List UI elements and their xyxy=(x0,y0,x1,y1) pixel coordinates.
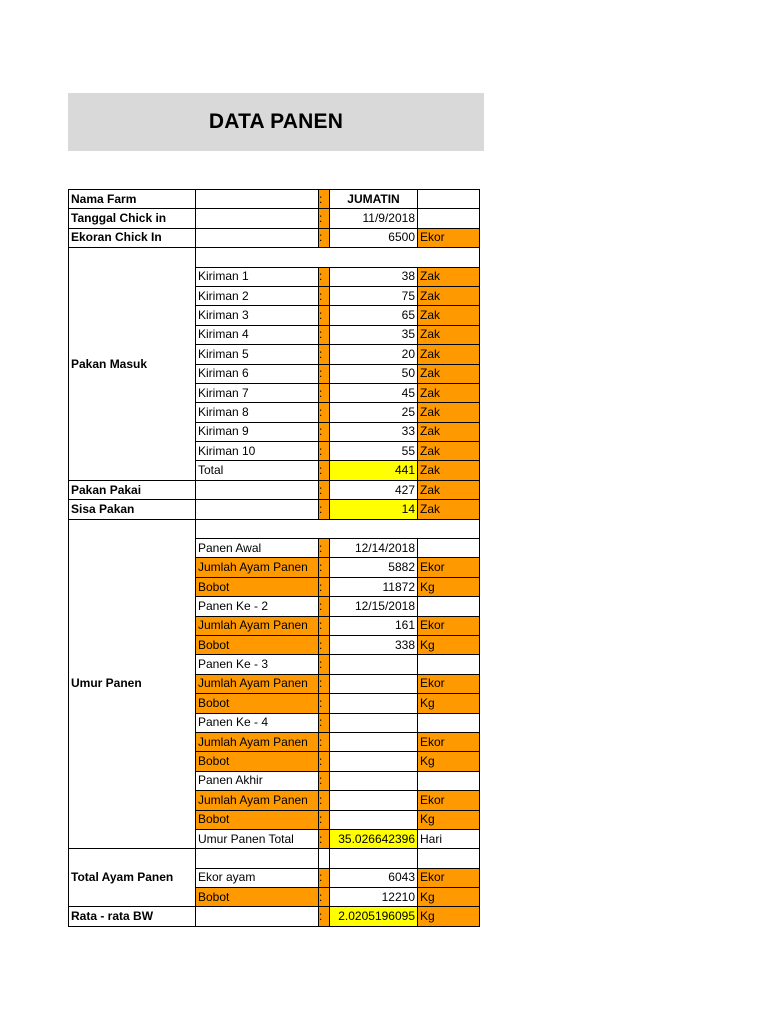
bobot-unit[interactable]: Kg xyxy=(418,694,480,713)
colon-cell[interactable]: : xyxy=(319,306,330,325)
tanggal-label[interactable]: Tanggal Chick in xyxy=(69,209,196,228)
cell-empty[interactable] xyxy=(196,190,319,209)
kiriman-value[interactable]: 65 xyxy=(330,306,418,325)
total-bobot-value[interactable]: 12210 xyxy=(330,888,418,907)
pakan-masuk-label[interactable]: Pakan Masuk xyxy=(69,248,196,481)
colon-cell[interactable]: : xyxy=(319,480,330,499)
jumlah-label[interactable]: Jumlah Ayam Panen xyxy=(196,616,319,635)
cell-empty[interactable] xyxy=(418,597,480,616)
colon-cell[interactable]: : xyxy=(319,635,330,654)
kiriman-unit[interactable]: Zak xyxy=(418,306,480,325)
kiriman-label[interactable]: Kiriman 4 xyxy=(196,325,319,344)
ekor-ayam-value[interactable]: 6043 xyxy=(330,868,418,887)
colon-cell[interactable]: : xyxy=(319,286,330,305)
umur-total-value[interactable]: 35.026642396 xyxy=(330,829,418,848)
jumlah-label[interactable]: Jumlah Ayam Panen xyxy=(196,558,319,577)
total-bobot-unit[interactable]: Kg xyxy=(418,888,480,907)
bobot-label[interactable]: Bobot xyxy=(196,635,319,654)
tanggal-value[interactable]: 11/9/2018 xyxy=(330,209,418,228)
colon-cell[interactable]: : xyxy=(319,190,330,209)
table-row-spacer xyxy=(69,248,480,267)
pakan-total-label[interactable]: Total xyxy=(196,461,319,480)
panen-name[interactable]: Panen Awal xyxy=(196,539,319,558)
bobot-unit[interactable]: Kg xyxy=(418,810,480,829)
colon-cell[interactable]: : xyxy=(319,674,330,693)
umur-total-label[interactable]: Umur Panen Total xyxy=(196,829,319,848)
jumlah-value[interactable]: 161 xyxy=(330,616,418,635)
colon-cell[interactable]: : xyxy=(319,422,330,441)
panen-date[interactable] xyxy=(330,771,418,790)
kiriman-value[interactable]: 20 xyxy=(330,345,418,364)
rata-bw-value[interactable]: 2.0205196095 xyxy=(330,907,418,926)
cell-empty[interactable] xyxy=(196,480,319,499)
colon-cell[interactable]: : xyxy=(319,771,330,790)
pakan-pakai-label[interactable]: Pakan Pakai xyxy=(69,480,196,499)
bobot-value[interactable]: 338 xyxy=(330,635,418,654)
jumlah-unit[interactable]: Ekor xyxy=(418,674,480,693)
ekor-ayam-label[interactable]: Ekor ayam xyxy=(196,868,319,887)
colon-cell[interactable]: : xyxy=(319,694,330,713)
kiriman-label[interactable]: Kiriman 10 xyxy=(196,442,319,461)
colon-cell[interactable]: : xyxy=(319,868,330,887)
kiriman-value[interactable]: 33 xyxy=(330,422,418,441)
panen-name[interactable]: Panen Ke - 2 xyxy=(196,597,319,616)
bobot-label[interactable]: Bobot xyxy=(196,810,319,829)
panen-date[interactable]: 12/15/2018 xyxy=(330,597,418,616)
panen-name[interactable]: Panen Ke - 3 xyxy=(196,655,319,674)
colon-cell[interactable]: : xyxy=(319,383,330,402)
ekor-ayam-unit[interactable]: Ekor xyxy=(418,868,480,887)
colon-cell[interactable]: : xyxy=(319,345,330,364)
kiriman-label[interactable]: Kiriman 2 xyxy=(196,286,319,305)
table-row-pakan-pakai xyxy=(69,480,480,499)
kiriman-label[interactable]: Kiriman 9 xyxy=(196,422,319,441)
cell-empty[interactable] xyxy=(418,190,480,209)
table-row-tanggal xyxy=(69,209,480,228)
kiriman-unit[interactable]: Zak xyxy=(418,325,480,344)
nama-farm-value[interactable]: JUMATIN xyxy=(330,190,418,209)
panen-name[interactable]: Panen Ke - 4 xyxy=(196,713,319,732)
cell-empty[interactable] xyxy=(418,713,480,732)
kiriman-value[interactable]: 25 xyxy=(330,403,418,422)
colon-cell[interactable]: : xyxy=(319,461,330,480)
panen-date[interactable] xyxy=(330,655,418,674)
jumlah-label[interactable]: Jumlah Ayam Panen xyxy=(196,732,319,751)
colon-cell[interactable]: : xyxy=(319,267,330,286)
cell-empty[interactable] xyxy=(418,209,480,228)
bobot-unit[interactable]: Kg xyxy=(418,577,480,596)
kiriman-unit[interactable]: Zak xyxy=(418,345,480,364)
cell-empty[interactable] xyxy=(196,519,480,538)
colon-cell[interactable]: : xyxy=(319,209,330,228)
ekoran-label[interactable]: Ekoran Chick In xyxy=(69,228,196,247)
colon-cell[interactable]: : xyxy=(319,500,330,519)
cell-empty[interactable] xyxy=(196,228,319,247)
kiriman-label[interactable]: Kiriman 1 xyxy=(196,267,319,286)
jumlah-value[interactable] xyxy=(330,674,418,693)
kiriman-unit[interactable]: Zak xyxy=(418,422,480,441)
colon-cell[interactable]: : xyxy=(319,577,330,596)
jumlah-value[interactable] xyxy=(330,732,418,751)
table-row-sisa-pakan xyxy=(69,500,480,519)
total-ayam-panen-label[interactable]: Total Ayam Panen xyxy=(69,849,196,907)
kiriman-unit[interactable]: Zak xyxy=(418,364,480,383)
kiriman-unit[interactable]: Zak xyxy=(418,403,480,422)
sisa-pakan-label[interactable]: Sisa Pakan xyxy=(69,500,196,519)
colon-cell[interactable]: : xyxy=(319,442,330,461)
cell-empty[interactable] xyxy=(196,849,319,868)
table-row-spacer xyxy=(69,849,480,868)
kiriman-value[interactable]: 38 xyxy=(330,267,418,286)
panen-date[interactable] xyxy=(330,713,418,732)
cell-empty[interactable] xyxy=(418,771,480,790)
colon-cell[interactable]: : xyxy=(319,539,330,558)
kiriman-unit[interactable]: Zak xyxy=(418,442,480,461)
kiriman-label[interactable]: Kiriman 5 xyxy=(196,345,319,364)
table-row-spacer xyxy=(69,519,480,538)
kiriman-label[interactable]: Kiriman 8 xyxy=(196,403,319,422)
cell-empty[interactable] xyxy=(330,849,418,868)
panen-date[interactable]: 12/14/2018 xyxy=(330,539,418,558)
kiriman-value[interactable]: 35 xyxy=(330,325,418,344)
colon-cell[interactable]: : xyxy=(319,228,330,247)
cell-empty[interactable] xyxy=(418,849,480,868)
data-panen-table xyxy=(68,189,480,927)
jumlah-label[interactable]: Jumlah Ayam Panen xyxy=(196,791,319,810)
page-title: DATA PANEN xyxy=(208,110,344,133)
pakan-pakai-unit[interactable]: Zak xyxy=(418,480,480,499)
bobot-value[interactable]: 11872 xyxy=(330,577,418,596)
jumlah-unit[interactable]: Ekor xyxy=(418,616,480,635)
bobot-value[interactable] xyxy=(330,694,418,713)
colon-cell[interactable]: : xyxy=(319,829,330,848)
kiriman-label[interactable]: Kiriman 6 xyxy=(196,364,319,383)
jumlah-unit[interactable]: Ekor xyxy=(418,732,480,751)
colon-cell[interactable]: : xyxy=(319,325,330,344)
colon-cell[interactable]: : xyxy=(319,558,330,577)
colon-cell[interactable]: : xyxy=(319,888,330,907)
kiriman-label[interactable]: Kiriman 3 xyxy=(196,306,319,325)
kiriman-value[interactable]: 75 xyxy=(330,286,418,305)
bobot-label[interactable]: Bobot xyxy=(196,577,319,596)
kiriman-unit[interactable]: Zak xyxy=(418,286,480,305)
cell-empty[interactable] xyxy=(418,655,480,674)
title-banner xyxy=(68,93,484,151)
cell-empty[interactable] xyxy=(196,907,319,926)
sisa-pakan-value[interactable]: 14 xyxy=(330,500,418,519)
colon-cell[interactable]: : xyxy=(319,713,330,732)
pakan-total-unit[interactable]: Zak xyxy=(418,461,480,480)
jumlah-unit[interactable]: Ekor xyxy=(418,791,480,810)
pakan-pakai-value[interactable]: 427 xyxy=(330,480,418,499)
rata-bw-label[interactable]: Rata - rata BW xyxy=(69,907,196,926)
jumlah-unit[interactable]: Ekor xyxy=(418,558,480,577)
colon-cell[interactable]: : xyxy=(319,655,330,674)
table-row-ekoran xyxy=(69,228,480,247)
colon-cell[interactable]: : xyxy=(319,791,330,810)
bobot-value[interactable] xyxy=(330,810,418,829)
cell-empty[interactable] xyxy=(196,209,319,228)
total-bobot-label[interactable]: Bobot xyxy=(196,888,319,907)
colon-cell[interactable]: : xyxy=(319,732,330,751)
bobot-label[interactable]: Bobot xyxy=(196,694,319,713)
jumlah-value[interactable]: 5882 xyxy=(330,558,418,577)
pakan-total-value[interactable]: 441 xyxy=(330,461,418,480)
bobot-value[interactable] xyxy=(330,752,418,771)
nama-farm-label[interactable]: Nama Farm xyxy=(69,190,196,209)
colon-cell[interactable]: : xyxy=(319,597,330,616)
rata-bw-unit[interactable]: Kg xyxy=(418,907,480,926)
cell-empty[interactable] xyxy=(319,849,330,868)
ekoran-value[interactable]: 6500 xyxy=(330,228,418,247)
kiriman-unit[interactable]: Zak xyxy=(418,383,480,402)
colon-cell[interactable]: : xyxy=(319,752,330,771)
umur-panen-label[interactable]: Umur Panen xyxy=(69,519,196,849)
kiriman-value[interactable]: 50 xyxy=(330,364,418,383)
jumlah-value[interactable] xyxy=(330,791,418,810)
sisa-pakan-unit[interactable]: Zak xyxy=(418,500,480,519)
jumlah-label[interactable]: Jumlah Ayam Panen xyxy=(196,674,319,693)
panen-name[interactable]: Panen Akhir xyxy=(196,771,319,790)
colon-cell[interactable]: : xyxy=(319,364,330,383)
ekoran-unit[interactable]: Ekor xyxy=(418,228,480,247)
colon-cell[interactable]: : xyxy=(319,907,330,926)
kiriman-unit[interactable]: Zak xyxy=(418,267,480,286)
colon-cell[interactable]: : xyxy=(319,403,330,422)
kiriman-value[interactable]: 45 xyxy=(330,383,418,402)
table-row-rata-bw xyxy=(69,907,480,926)
bobot-unit[interactable]: Kg xyxy=(418,752,480,771)
umur-total-unit[interactable]: Hari xyxy=(418,829,480,848)
colon-cell[interactable]: : xyxy=(319,616,330,635)
cell-empty[interactable] xyxy=(196,248,480,267)
cell-empty[interactable] xyxy=(196,500,319,519)
kiriman-label[interactable]: Kiriman 7 xyxy=(196,383,319,402)
kiriman-value[interactable]: 55 xyxy=(330,442,418,461)
colon-cell[interactable]: : xyxy=(319,810,330,829)
cell-empty[interactable] xyxy=(418,539,480,558)
bobot-label[interactable]: Bobot xyxy=(196,752,319,771)
bobot-unit[interactable]: Kg xyxy=(418,635,480,654)
table-row-nama-farm xyxy=(69,190,480,209)
